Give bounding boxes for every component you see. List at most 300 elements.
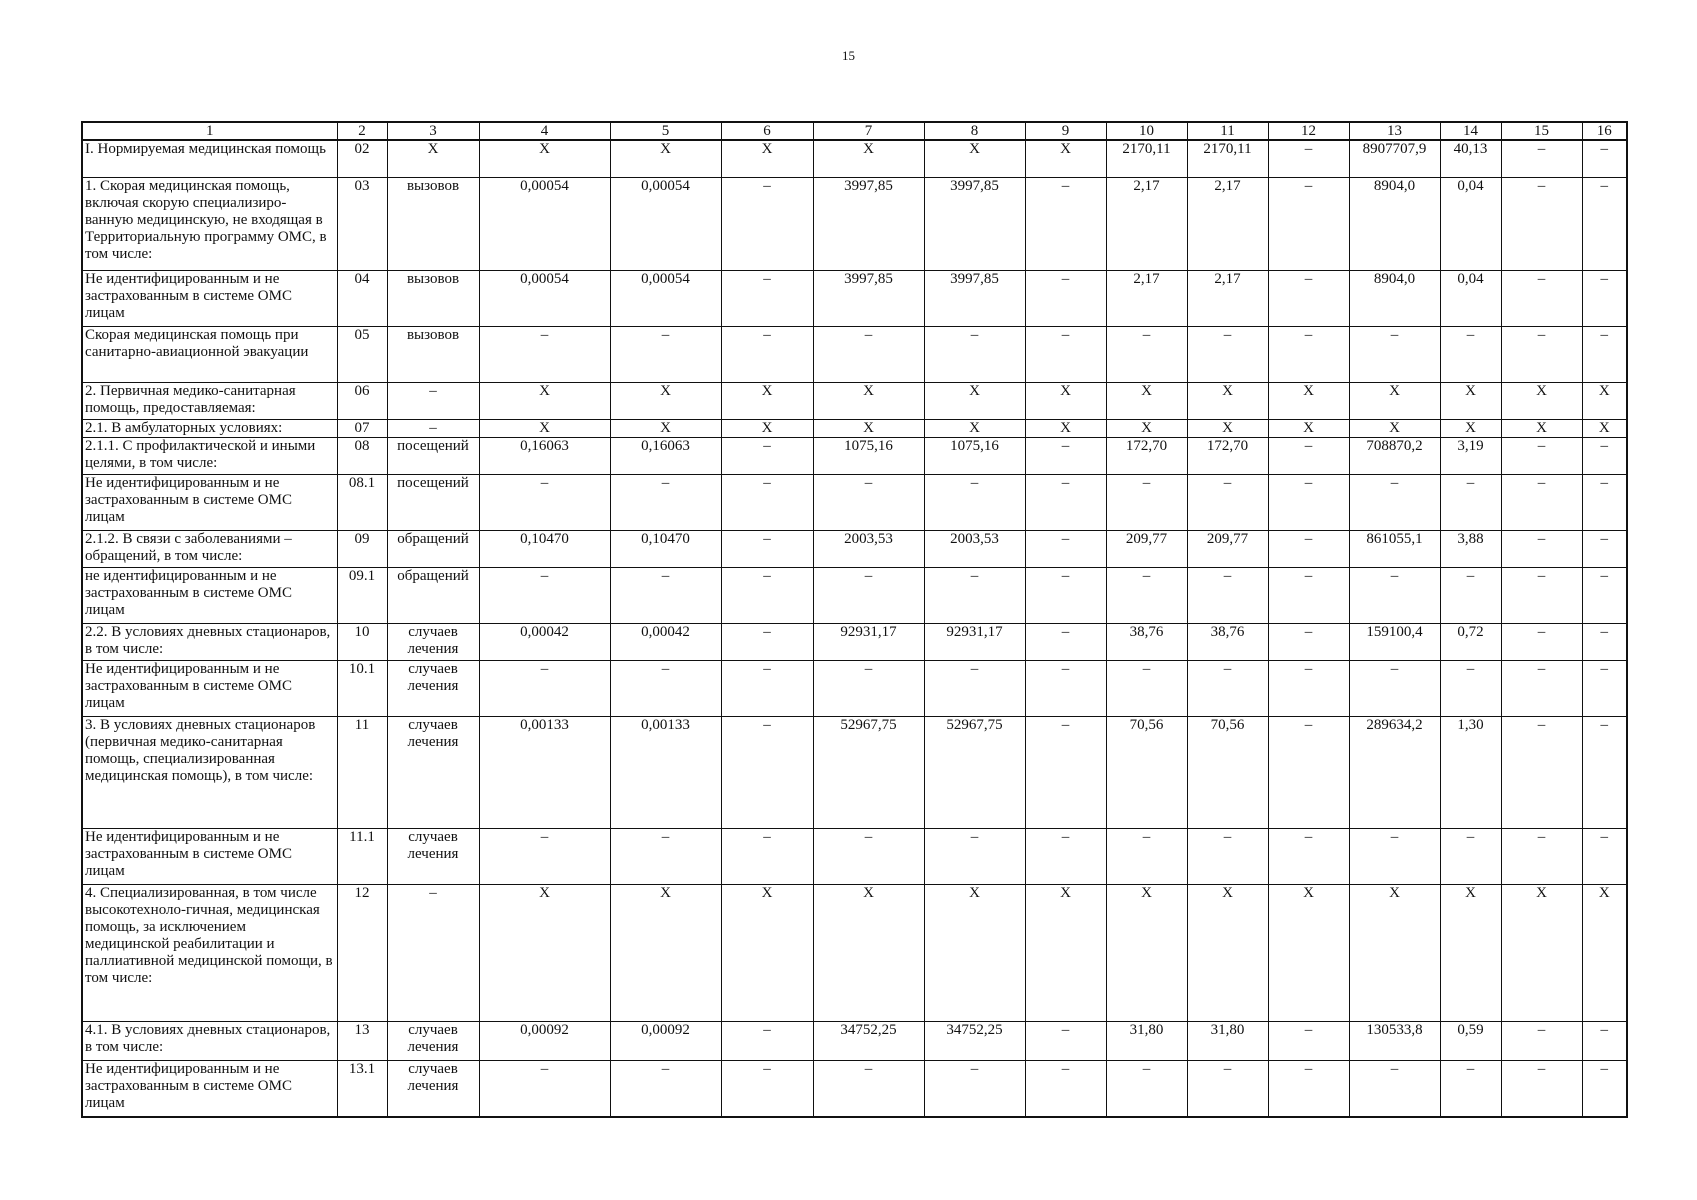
table-cell: 0,16063	[610, 437, 721, 474]
table-row	[82, 660, 1627, 716]
table-cell: Х	[1501, 884, 1582, 1021]
table-row	[82, 567, 1627, 623]
table-cell: –	[1501, 716, 1582, 828]
table-cell: –	[1349, 828, 1440, 884]
table-cell: 3997,85	[924, 177, 1025, 270]
table-cell: –	[1025, 828, 1106, 884]
row-label-cell: I. Нормируемая медицинская помощь	[82, 140, 337, 177]
table-cell: 34752,25	[813, 1021, 924, 1060]
table-cell: –	[1025, 623, 1106, 660]
table-cell: –	[1582, 177, 1627, 270]
table-cell: Х	[1025, 382, 1106, 419]
table-cell: –	[1268, 530, 1349, 567]
table-cell: Х	[1349, 884, 1440, 1021]
table-cell: 0,16063	[479, 437, 610, 474]
table-cell: 08.1	[337, 474, 387, 530]
table-cell: Х	[1106, 884, 1187, 1021]
table-cell: –	[721, 437, 813, 474]
table-cell: 2,17	[1106, 270, 1187, 326]
table-cell: –	[1582, 530, 1627, 567]
header-cell: 13	[1349, 122, 1440, 140]
table-cell: –	[813, 660, 924, 716]
table-cell: –	[1501, 623, 1582, 660]
table-cell: Х	[387, 140, 479, 177]
table-cell: Х	[1268, 382, 1349, 419]
table-cell: –	[1582, 1060, 1627, 1117]
table-cell: –	[1025, 326, 1106, 382]
table-cell: –	[1106, 567, 1187, 623]
table-cell: –	[721, 1060, 813, 1117]
table-cell: –	[1501, 660, 1582, 716]
table-cell: Х	[1440, 419, 1501, 437]
table-cell: 0,10470	[479, 530, 610, 567]
table-cell: –	[1268, 437, 1349, 474]
table-cell: Х	[1501, 382, 1582, 419]
table-cell: Х	[1187, 382, 1268, 419]
table-cell: обращений	[387, 530, 479, 567]
table-row	[82, 419, 1627, 437]
table-cell: 289634,2	[1349, 716, 1440, 828]
table-cell: –	[924, 828, 1025, 884]
table-cell: –	[813, 474, 924, 530]
table-cell: Х	[1187, 419, 1268, 437]
header-cell: 7	[813, 122, 924, 140]
table-cell: 8904,0	[1349, 270, 1440, 326]
table-cell: –	[721, 270, 813, 326]
table-cell: –	[1268, 660, 1349, 716]
table-cell: 31,80	[1187, 1021, 1268, 1060]
table-cell: 31,80	[1106, 1021, 1187, 1060]
table-cell: 0,00042	[610, 623, 721, 660]
row-label-cell: Не идентифицированным и не застрахованным в системе ОМС лицам	[82, 660, 337, 716]
table-cell: 0,00092	[610, 1021, 721, 1060]
row-label-cell: 2.1. В амбулаторных условиях:	[82, 419, 337, 437]
table-cell: –	[1501, 437, 1582, 474]
table-cell: –	[1025, 660, 1106, 716]
table-cell: –	[1582, 1021, 1627, 1060]
table-cell: 1075,16	[813, 437, 924, 474]
table-cell: 2,17	[1187, 270, 1268, 326]
table-cell: –	[387, 884, 479, 1021]
table-cell: 38,76	[1187, 623, 1268, 660]
table-cell: 06	[337, 382, 387, 419]
table-row	[82, 474, 1627, 530]
table-cell: –	[721, 623, 813, 660]
table-cell: 0,10470	[610, 530, 721, 567]
header-cell: 3	[387, 122, 479, 140]
table-cell: –	[1582, 437, 1627, 474]
table-cell: –	[479, 1060, 610, 1117]
table-cell: 05	[337, 326, 387, 382]
table-cell: –	[721, 567, 813, 623]
table-cell: 0,00042	[479, 623, 610, 660]
table-cell: 130533,8	[1349, 1021, 1440, 1060]
table-cell: –	[387, 419, 479, 437]
table-cell: –	[721, 660, 813, 716]
table-cell: 861055,1	[1349, 530, 1440, 567]
header-cell: 4	[479, 122, 610, 140]
table-cell: –	[1501, 530, 1582, 567]
header-row	[82, 122, 1627, 140]
table-cell: –	[1582, 270, 1627, 326]
table-cell: 34752,25	[924, 1021, 1025, 1060]
table-cell: –	[813, 828, 924, 884]
table-cell: –	[1440, 828, 1501, 884]
table-cell: –	[1106, 1060, 1187, 1117]
table-cell: –	[1106, 660, 1187, 716]
table-cell: –	[610, 1060, 721, 1117]
table-cell: –	[1268, 716, 1349, 828]
table-cell: 2,17	[1187, 177, 1268, 270]
table-cell: 3997,85	[813, 270, 924, 326]
table-cell: Х	[1582, 382, 1627, 419]
table-cell: посещений	[387, 474, 479, 530]
table-cell: 209,77	[1106, 530, 1187, 567]
table-cell: Х	[1025, 419, 1106, 437]
table-cell: –	[1025, 474, 1106, 530]
table-cell: вызовов	[387, 270, 479, 326]
table-cell: –	[1349, 567, 1440, 623]
table-cell: Х	[1268, 884, 1349, 1021]
table-cell: Х	[1025, 884, 1106, 1021]
table-cell: Х	[610, 419, 721, 437]
table-cell: –	[721, 828, 813, 884]
row-label-cell: 4.1. В условиях дневных стационаров, в том числе:	[82, 1021, 337, 1060]
header-cell: 2	[337, 122, 387, 140]
table-cell: 04	[337, 270, 387, 326]
table-cell: –	[1268, 1060, 1349, 1117]
table-cell: –	[1501, 270, 1582, 326]
table-cell: –	[721, 530, 813, 567]
table-cell: –	[610, 474, 721, 530]
table-cell: –	[1025, 530, 1106, 567]
table-cell: Х	[610, 140, 721, 177]
table-cell: 13	[337, 1021, 387, 1060]
header-cell: 8	[924, 122, 1025, 140]
table-cell: 172,70	[1106, 437, 1187, 474]
table-cell: –	[1187, 474, 1268, 530]
table-cell: Х	[721, 884, 813, 1021]
data-table	[81, 121, 1628, 1118]
table-cell: –	[813, 567, 924, 623]
table-cell: 09	[337, 530, 387, 567]
table-cell: –	[610, 326, 721, 382]
table-cell: Х	[1349, 419, 1440, 437]
row-label-cell: Скорая медицинская помощь при санитарно-авиационной эвакуации	[82, 326, 337, 382]
table-cell: –	[1582, 828, 1627, 884]
table-cell: –	[1349, 474, 1440, 530]
table-cell: 1075,16	[924, 437, 1025, 474]
table-cell: –	[610, 828, 721, 884]
table-cell: Х	[721, 419, 813, 437]
table-cell: случаев лечения	[387, 828, 479, 884]
table-cell: 52967,75	[924, 716, 1025, 828]
row-label-cell: 4. Специализированная, в том числе высокотехноло-гичная, медицинская помощь, за исключением медицинской реабилитации и паллиативной медицинской помощи, в том числе:	[82, 884, 337, 1021]
table-cell: –	[1501, 567, 1582, 623]
table-cell: 0,04	[1440, 270, 1501, 326]
table-cell: –	[1025, 716, 1106, 828]
table-cell: Х	[924, 382, 1025, 419]
table-cell: –	[1349, 1060, 1440, 1117]
table-cell: 70,56	[1106, 716, 1187, 828]
table-cell: –	[721, 474, 813, 530]
table-cell: 07	[337, 419, 387, 437]
table-cell: 0,59	[1440, 1021, 1501, 1060]
row-label-cell: Не идентифицированным и не застрахованным в системе ОМС лицам	[82, 474, 337, 530]
header-cell: 15	[1501, 122, 1582, 140]
table-cell: –	[924, 567, 1025, 623]
table-cell: 2003,53	[813, 530, 924, 567]
table-cell: –	[1268, 567, 1349, 623]
table-cell: 0,00054	[479, 177, 610, 270]
table-cell: –	[924, 474, 1025, 530]
table-cell: –	[813, 1060, 924, 1117]
table-cell: 92931,17	[924, 623, 1025, 660]
table-cell: –	[479, 660, 610, 716]
header-cell: 5	[610, 122, 721, 140]
table-cell: –	[924, 1060, 1025, 1117]
table-cell: –	[1187, 1060, 1268, 1117]
header-cell: 1	[82, 122, 337, 140]
header-cell: 16	[1582, 122, 1627, 140]
table-cell: Х	[1187, 884, 1268, 1021]
table-cell: 0,04	[1440, 177, 1501, 270]
table-cell: –	[1025, 270, 1106, 326]
table-row	[82, 1060, 1627, 1117]
table-cell: Х	[610, 884, 721, 1021]
table-cell: Х	[813, 382, 924, 419]
table-cell: 0,00133	[610, 716, 721, 828]
table-cell: случаев лечения	[387, 1021, 479, 1060]
table-cell: Х	[610, 382, 721, 419]
table-cell: –	[1268, 270, 1349, 326]
table-row	[82, 530, 1627, 567]
table-cell: –	[1025, 1060, 1106, 1117]
table-cell: 09.1	[337, 567, 387, 623]
table-cell: –	[1582, 326, 1627, 382]
table-cell: Х	[1349, 382, 1440, 419]
table-cell: –	[610, 660, 721, 716]
table-cell: случаев лечения	[387, 623, 479, 660]
table-cell: –	[1440, 567, 1501, 623]
table-cell: –	[1349, 660, 1440, 716]
table-cell: –	[610, 567, 721, 623]
table-cell: –	[1582, 716, 1627, 828]
table-cell: –	[1582, 474, 1627, 530]
table-cell: –	[1187, 326, 1268, 382]
table-row	[82, 716, 1627, 828]
table-cell: 3,19	[1440, 437, 1501, 474]
table-cell: вызовов	[387, 326, 479, 382]
table-row	[82, 828, 1627, 884]
table-cell: 2170,11	[1106, 140, 1187, 177]
table-cell: 03	[337, 177, 387, 270]
table-cell: 11.1	[337, 828, 387, 884]
table-cell: 70,56	[1187, 716, 1268, 828]
table-cell: 3997,85	[924, 270, 1025, 326]
page-number: 15	[842, 48, 855, 63]
table-cell: –	[1025, 1021, 1106, 1060]
table-cell: –	[924, 326, 1025, 382]
table-cell: Х	[479, 382, 610, 419]
table-cell: –	[1501, 140, 1582, 177]
table-cell: Х	[813, 140, 924, 177]
table-cell: –	[479, 326, 610, 382]
table-cell: –	[1268, 326, 1349, 382]
table-cell: –	[1106, 828, 1187, 884]
table-cell: –	[1582, 140, 1627, 177]
table-row	[82, 140, 1627, 177]
table-cell: –	[1440, 474, 1501, 530]
header-cell: 12	[1268, 122, 1349, 140]
table-cell: 0,00133	[479, 716, 610, 828]
table-cell: 0,00054	[610, 270, 721, 326]
row-label-cell: 2. Первичная медико-санитарная помощь, предоставляемая:	[82, 382, 337, 419]
row-label-cell: Не идентифицированным и не застрахованным в системе ОМС лицам	[82, 1060, 337, 1117]
row-label-cell: Не идентифицированным и не застрахованным в системе ОМС лицам	[82, 828, 337, 884]
table-cell: –	[1582, 567, 1627, 623]
table-cell: –	[1187, 660, 1268, 716]
table-cell: –	[1440, 660, 1501, 716]
table-cell: 10.1	[337, 660, 387, 716]
table-row	[82, 177, 1627, 270]
table-cell: 159100,4	[1349, 623, 1440, 660]
table-cell: –	[1187, 567, 1268, 623]
table-cell: 1,30	[1440, 716, 1501, 828]
table-cell: –	[1501, 1021, 1582, 1060]
table-cell: –	[1501, 828, 1582, 884]
header-cell: 11	[1187, 122, 1268, 140]
table-cell: –	[479, 474, 610, 530]
table-cell: 10	[337, 623, 387, 660]
table-cell: 0,00092	[479, 1021, 610, 1060]
table-cell: 3997,85	[813, 177, 924, 270]
row-label-cell: 2.1.2. В связи с заболеваниями – обращений, в том числе:	[82, 530, 337, 567]
table-cell: –	[479, 828, 610, 884]
table-cell: –	[1025, 437, 1106, 474]
table-cell: Х	[1582, 884, 1627, 1021]
table-cell: Х	[813, 419, 924, 437]
table-cell: Х	[479, 884, 610, 1021]
table-row	[82, 623, 1627, 660]
row-label-cell: 3. В условиях дневных стационаров (первичная медико-санитарная помощь, специализированная медицинская помощь), в том числе:	[82, 716, 337, 828]
table-cell: 172,70	[1187, 437, 1268, 474]
table-cell: –	[721, 177, 813, 270]
table-cell: 8904,0	[1349, 177, 1440, 270]
table-cell: 11	[337, 716, 387, 828]
header-cell: 9	[1025, 122, 1106, 140]
table-cell: 92931,17	[813, 623, 924, 660]
header-cell: 14	[1440, 122, 1501, 140]
table-cell: –	[1268, 1021, 1349, 1060]
table-cell: Х	[1501, 419, 1582, 437]
table-cell: 12	[337, 884, 387, 1021]
table-cell: 0,00054	[479, 270, 610, 326]
table-cell: –	[479, 567, 610, 623]
table-cell: Х	[1025, 140, 1106, 177]
table-cell: –	[1501, 474, 1582, 530]
table-cell: 0,00054	[610, 177, 721, 270]
table-cell: Х	[924, 140, 1025, 177]
table-cell: –	[924, 660, 1025, 716]
table-cell: 3,88	[1440, 530, 1501, 567]
table-row	[82, 326, 1627, 382]
table-cell: –	[1440, 326, 1501, 382]
table-cell: –	[721, 716, 813, 828]
table-cell: –	[1582, 660, 1627, 716]
table-row	[82, 1021, 1627, 1060]
table-cell: –	[721, 1021, 813, 1060]
table-cell: Х	[813, 884, 924, 1021]
header-cell: 10	[1106, 122, 1187, 140]
table-cell: случаев лечения	[387, 660, 479, 716]
table-cell: Х	[1106, 419, 1187, 437]
table-cell: –	[1582, 623, 1627, 660]
table-cell: Х	[924, 884, 1025, 1021]
table-cell: –	[1501, 1060, 1582, 1117]
table-cell: 52967,75	[813, 716, 924, 828]
table-cell: –	[1349, 326, 1440, 382]
table-cell: –	[1106, 326, 1187, 382]
table-cell: вызовов	[387, 177, 479, 270]
table-cell: Х	[721, 382, 813, 419]
table-row	[82, 270, 1627, 326]
table-row	[82, 382, 1627, 419]
table-row	[82, 884, 1627, 1021]
table-cell: 08	[337, 437, 387, 474]
table-cell: Х	[721, 140, 813, 177]
table-cell: 2,17	[1106, 177, 1187, 270]
table-cell: –	[1025, 177, 1106, 270]
table-cell: 708870,2	[1349, 437, 1440, 474]
table-cell: –	[1106, 474, 1187, 530]
table-cell: 0,72	[1440, 623, 1501, 660]
table-cell: Х	[1440, 884, 1501, 1021]
table-cell: –	[1187, 828, 1268, 884]
table-cell: Х	[1106, 382, 1187, 419]
table-cell: 2003,53	[924, 530, 1025, 567]
table-cell: –	[1268, 623, 1349, 660]
table-cell: 8907707,9	[1349, 140, 1440, 177]
table-row	[82, 437, 1627, 474]
table-cell: Х	[479, 419, 610, 437]
table-cell: –	[1501, 326, 1582, 382]
table-cell: –	[813, 326, 924, 382]
table-cell: –	[1440, 1060, 1501, 1117]
row-label-cell: 2.2. В условиях дневных стационаров, в том числе:	[82, 623, 337, 660]
table-cell: –	[1268, 177, 1349, 270]
table-cell: случаев лечения	[387, 1060, 479, 1117]
table-cell: –	[1268, 474, 1349, 530]
table-cell: Х	[1582, 419, 1627, 437]
table-cell: –	[1268, 140, 1349, 177]
row-label-cell: не идентифицированным и не застрахованным в системе ОМС лицам	[82, 567, 337, 623]
row-label-cell: 1. Скорая медицинская помощь, включая скорую специализиро-ванную медицинскую, не входящая в Территориальную программу ОМС, в том числе:	[82, 177, 337, 270]
table-cell: Х	[1268, 419, 1349, 437]
table-cell: Х	[1440, 382, 1501, 419]
table-cell: –	[1025, 567, 1106, 623]
table-cell: –	[387, 382, 479, 419]
table-cell: случаев лечения	[387, 716, 479, 828]
row-label-cell: Не идентифицированным и не застрахованным в системе ОМС лицам	[82, 270, 337, 326]
header-cell: 6	[721, 122, 813, 140]
table-cell: –	[1501, 177, 1582, 270]
table-cell: 38,76	[1106, 623, 1187, 660]
table-cell: посещений	[387, 437, 479, 474]
table-cell: 209,77	[1187, 530, 1268, 567]
table-cell: Х	[924, 419, 1025, 437]
table-cell: 40,13	[1440, 140, 1501, 177]
